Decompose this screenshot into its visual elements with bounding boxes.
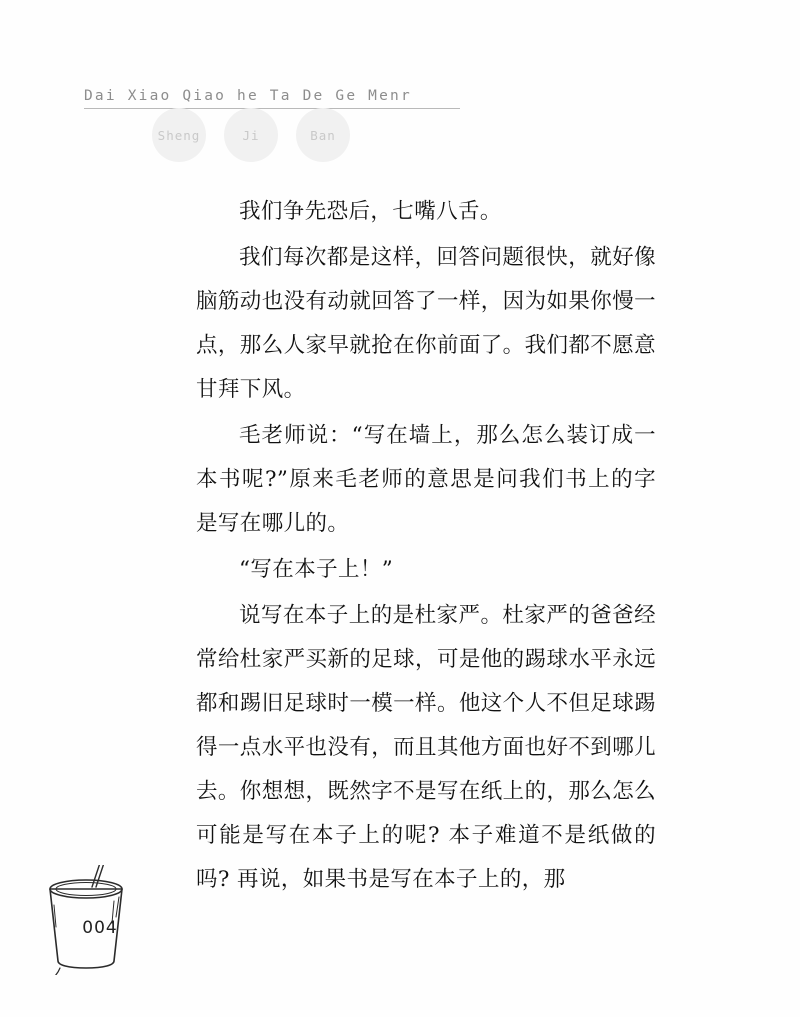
header-badge: Ji: [224, 108, 278, 162]
paragraph: 毛老师说：“写在墙上，那么怎么装订成一本书呢?”原来毛老师的意思是问我们书上的字是写在哪儿的。: [196, 423, 656, 536]
header-badge: Sheng: [152, 108, 206, 162]
page-number: 004: [82, 918, 118, 938]
running-head: [84, 88, 464, 143]
paragraph: “写在本子上！”: [239, 557, 394, 582]
paint-bucket-icon: [30, 865, 160, 975]
paragraph: 我们每次都是这样，回答问题很快，就好像脑筋动也没有动就回答了一样，因为如果你慢一点，那么人家早就抢在你前面了。我们都不愿意甘拜下风。: [196, 245, 656, 402]
header-badge-group: [152, 108, 350, 162]
running-head-title: Dai Xiao Qiao he Ta De Ge Menr: [84, 88, 412, 104]
page-body: [196, 190, 656, 904]
header-badge: Ban: [296, 108, 350, 162]
page-number-illustration: [30, 865, 160, 975]
paragraph: 说写在本子上的是杜家严。杜家严的爸爸经常给杜家严买新的足球，可是他的踢球水平永远都和踢旧足球时一模一样。他这个人不但足球踢得一点水平也没有，而且其他方面也好不到哪儿去。你想想，既然字不是写在纸上的，那么怎么可能是写在本子上的呢? 本子难道不是纸做的吗? 再说，如果书是写在本子上的，那: [196, 603, 656, 892]
paragraph: 我们争先恐后，七嘴八舌。: [239, 199, 502, 224]
